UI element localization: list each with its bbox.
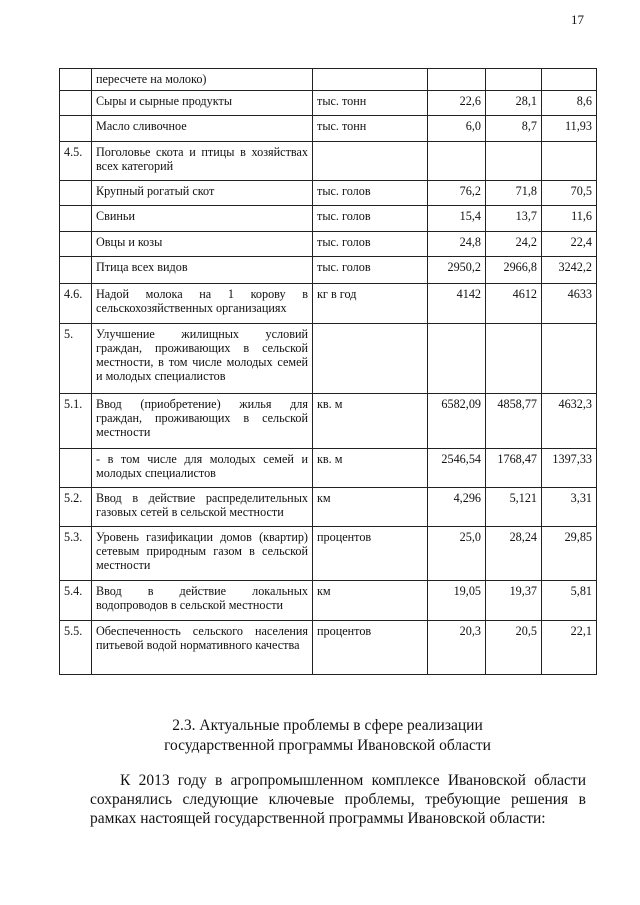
value-2012-cell: 8,7 (486, 116, 542, 142)
unit-cell (313, 324, 428, 394)
table-row (60, 581, 597, 621)
value-2012-cell: 2966,8 (486, 257, 542, 284)
value-2011-cell: 25,0 (428, 527, 486, 581)
value-2012-cell: 5,121 (486, 488, 542, 527)
unit-cell: тыс. голов (313, 232, 428, 257)
unit-cell: км (313, 581, 428, 621)
value-2013-cell (542, 324, 597, 394)
row-number-cell: 5.5. (60, 621, 92, 675)
table-row (60, 394, 597, 449)
table-row (60, 324, 597, 394)
unit-cell (313, 142, 428, 181)
value-2011-cell: 6582,09 (428, 394, 486, 449)
unit-cell: процентов (313, 527, 428, 581)
indicator-name-cell: Улучшение жилищных условий граждан, проживающих в сельской местности, в том числе молодых семей и молодых специалистов (92, 324, 313, 394)
value-2013-cell (542, 69, 597, 91)
unit-cell: кв. м (313, 449, 428, 488)
value-2012-cell: 24,2 (486, 232, 542, 257)
value-2012-cell: 28,24 (486, 527, 542, 581)
value-2011-cell: 76,2 (428, 181, 486, 206)
value-2011-cell (428, 324, 486, 394)
row-number-cell (60, 91, 92, 116)
table-row (60, 91, 597, 116)
value-2012-cell: 71,8 (486, 181, 542, 206)
row-number-cell: 5.1. (60, 394, 92, 449)
indicator-name-cell: - в том числе для молодых семей и молодых специалистов (92, 449, 313, 488)
indicator-name-cell: Овцы и козы (92, 232, 313, 257)
value-2011-cell (428, 69, 486, 91)
row-number-cell (60, 257, 92, 284)
indicator-name-cell: Ввод в действие локальных водопроводов в сельской местности (92, 581, 313, 621)
unit-cell: км (313, 488, 428, 527)
unit-cell: процентов (313, 621, 428, 675)
value-2012-cell (486, 324, 542, 394)
value-2011-cell (428, 142, 486, 181)
unit-cell: тыс. тонн (313, 91, 428, 116)
indicator-name-cell: Крупный рогатый скот (92, 181, 313, 206)
indicators-table (59, 68, 597, 675)
value-2011-cell: 19,05 (428, 581, 486, 621)
row-number-cell (60, 449, 92, 488)
indicator-name-cell: Ввод в действие распределительных газовых сетей в сельской местности (92, 488, 313, 527)
value-2012-cell: 13,7 (486, 206, 542, 232)
value-2012-cell: 28,1 (486, 91, 542, 116)
unit-cell (313, 69, 428, 91)
value-2013-cell: 11,6 (542, 206, 597, 232)
table-row (60, 181, 597, 206)
table-row (60, 142, 597, 181)
value-2013-cell (542, 142, 597, 181)
row-number-cell (60, 181, 92, 206)
row-number-cell: 5.3. (60, 527, 92, 581)
table-row (60, 69, 597, 91)
value-2011-cell: 4,296 (428, 488, 486, 527)
value-2013-cell: 3,31 (542, 488, 597, 527)
value-2012-cell: 19,37 (486, 581, 542, 621)
value-2011-cell: 15,4 (428, 206, 486, 232)
value-2012-cell (486, 142, 542, 181)
indicator-name-cell: Надой молока на 1 корову в сельскохозяйственных организациях (92, 284, 313, 324)
value-2011-cell: 6,0 (428, 116, 486, 142)
indicator-name-cell: Масло сливочное (92, 116, 313, 142)
value-2013-cell: 29,85 (542, 527, 597, 581)
row-number-cell: 5.4. (60, 581, 92, 621)
indicator-name-cell: Обеспеченность сельского населения питьевой водой нормативного качества (92, 621, 313, 675)
value-2013-cell: 70,5 (542, 181, 597, 206)
section-heading (59, 716, 596, 756)
value-2013-cell: 11,93 (542, 116, 597, 142)
table-row (60, 206, 597, 232)
row-number-cell (60, 69, 92, 91)
value-2011-cell: 20,3 (428, 621, 486, 675)
indicator-name-cell: пересчете на молоко) (92, 69, 313, 91)
value-2013-cell: 22,1 (542, 621, 597, 675)
value-2013-cell: 3242,2 (542, 257, 597, 284)
table-row (60, 488, 597, 527)
indicator-name-cell: Ввод (приобретение) жилья для граждан, проживающих в сельской местности (92, 394, 313, 449)
value-2013-cell: 1397,33 (542, 449, 597, 488)
unit-cell: тыс. голов (313, 257, 428, 284)
table-row (60, 284, 597, 324)
value-2011-cell: 22,6 (428, 91, 486, 116)
section-heading-line-2: государственной программы Ивановской области (164, 737, 491, 754)
indicator-name-cell: Сыры и сырные продукты (92, 91, 313, 116)
value-2013-cell: 22,4 (542, 232, 597, 257)
row-number-cell (60, 232, 92, 257)
table-body (60, 69, 597, 675)
value-2012-cell: 20,5 (486, 621, 542, 675)
value-2012-cell (486, 69, 542, 91)
row-number-cell: 4.6. (60, 284, 92, 324)
value-2013-cell: 5,81 (542, 581, 597, 621)
unit-cell: тыс. голов (313, 206, 428, 232)
value-2011-cell: 4142 (428, 284, 486, 324)
value-2012-cell: 4858,77 (486, 394, 542, 449)
value-2012-cell: 4612 (486, 284, 542, 324)
value-2011-cell: 2950,2 (428, 257, 486, 284)
table-row (60, 621, 597, 675)
unit-cell: кв. м (313, 394, 428, 449)
table-row (60, 257, 597, 284)
unit-cell: тыс. голов (313, 181, 428, 206)
row-number-cell: 5. (60, 324, 92, 394)
value-2012-cell: 1768,47 (486, 449, 542, 488)
value-2013-cell: 4633 (542, 284, 597, 324)
value-2011-cell: 24,8 (428, 232, 486, 257)
row-number-cell (60, 206, 92, 232)
indicator-name-cell: Поголовье скота и птицы в хозяйствах всех категорий (92, 142, 313, 181)
row-number-cell: 5.2. (60, 488, 92, 527)
value-2013-cell: 8,6 (542, 91, 597, 116)
row-number-cell (60, 116, 92, 142)
section-heading-line-1: 2.3. Актуальные проблемы в сфере реализации (172, 717, 483, 734)
indicator-name-cell: Свиньи (92, 206, 313, 232)
row-number-cell: 4.5. (60, 142, 92, 181)
value-2013-cell: 4632,3 (542, 394, 597, 449)
table-row (60, 527, 597, 581)
indicator-name-cell: Уровень газификации домов (квартир) сетевым природным газом в сельской местности (92, 527, 313, 581)
value-2011-cell: 2546,54 (428, 449, 486, 488)
table-row (60, 116, 597, 142)
indicator-name-cell: Птица всех видов (92, 257, 313, 284)
unit-cell: тыс. тонн (313, 116, 428, 142)
table-row (60, 449, 597, 488)
table-row (60, 232, 597, 257)
unit-cell: кг в год (313, 284, 428, 324)
page-number: 17 (571, 12, 584, 27)
body-paragraph: К 2013 году в агропромышленном комплексе Ивановской области сохранялись следующие ключевые проблемы, требующие решения в рамках настоящей государственной программы Ивановской области: (90, 772, 586, 827)
